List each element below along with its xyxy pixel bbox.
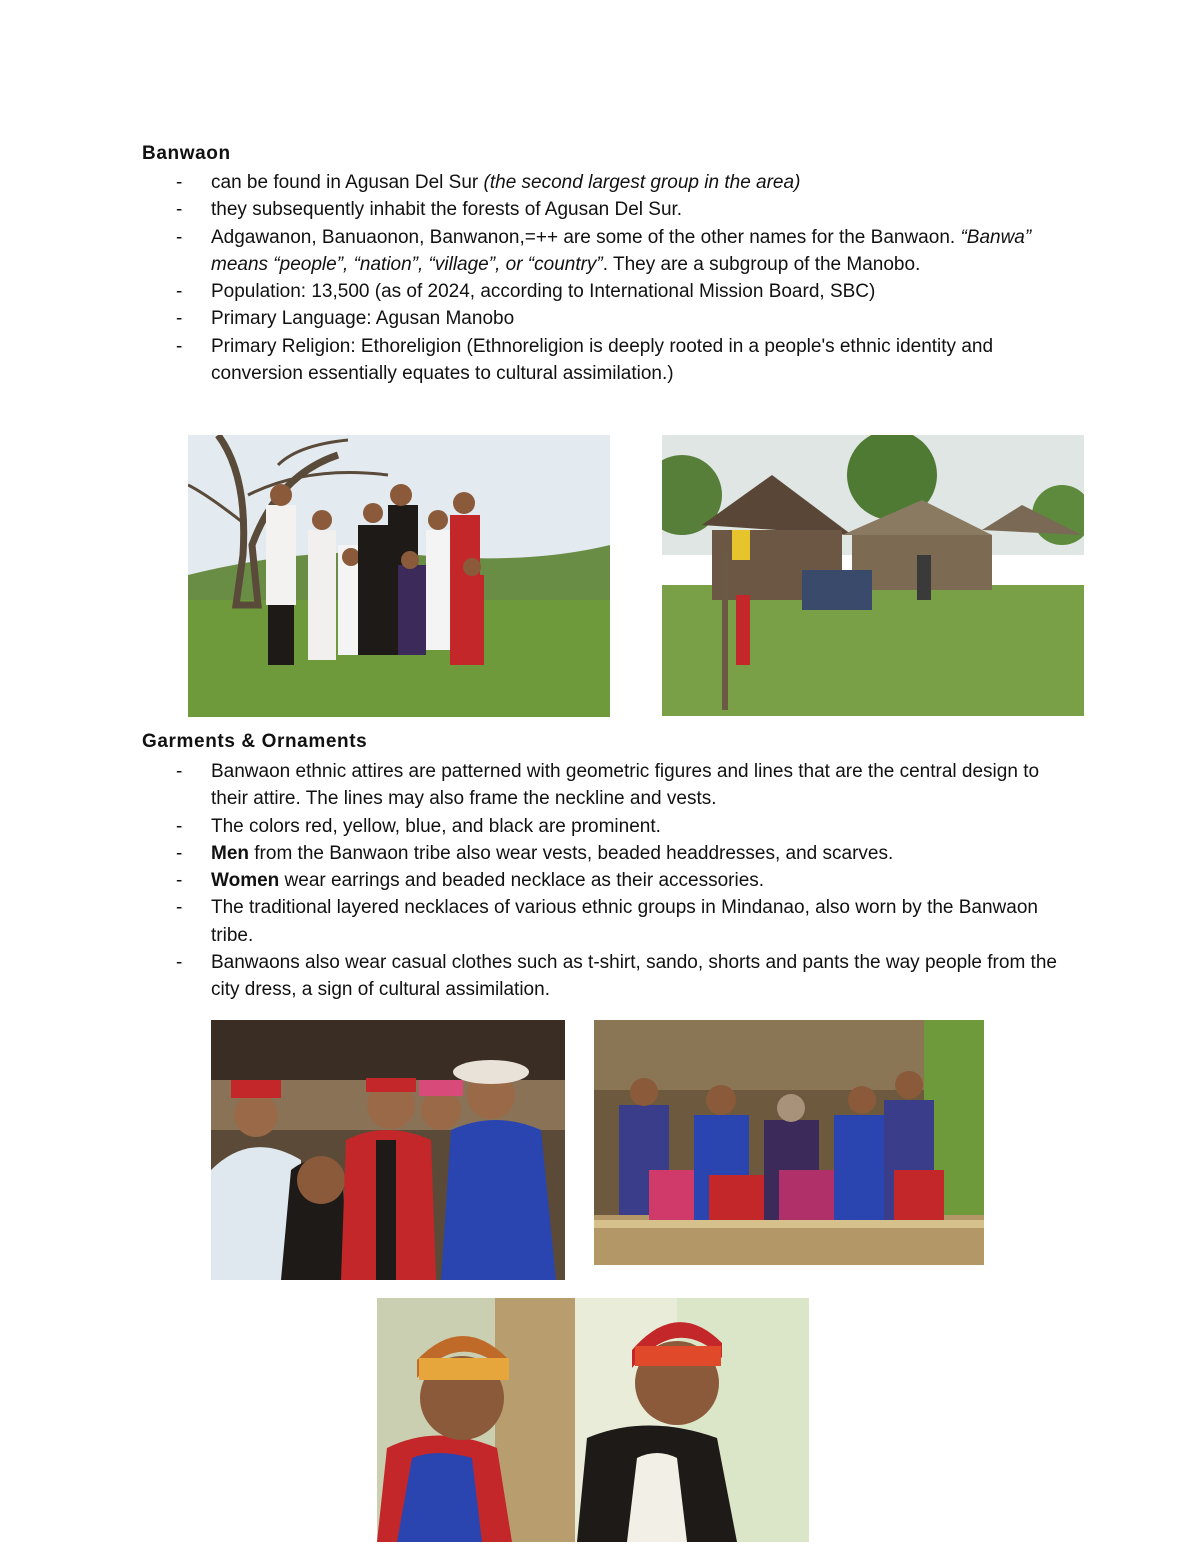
bullet-text: Adgawanon, Banuaonon, Banwanon,=++ are some of the other names for the Banwaon. <box>211 226 961 248</box>
list-item <box>0 758 1200 813</box>
photo-elders-image <box>377 1298 809 1542</box>
bullet-text: . They are a subgroup of the Manobo. <box>602 253 921 275</box>
bullet-dash: - <box>176 870 183 892</box>
bullet-text: Primary Religion: Ethoreligion (Ethnoreligion is deeply rooted in a people's ethnic identity and conversion essentially equates to cultural assimilation.) <box>211 335 994 385</box>
bullet-dash: - <box>176 842 183 864</box>
section-heading-banwaon: Banwaon <box>142 143 231 164</box>
bullet-dash: - <box>176 199 183 221</box>
list-item <box>0 840 1200 867</box>
bullet-bold: Men <box>211 842 249 864</box>
list-item <box>0 305 1200 332</box>
garments-list <box>0 758 1200 1004</box>
bullet-dash: - <box>176 815 183 837</box>
bullet-bold: Women <box>211 870 280 892</box>
photo-women-image <box>594 1020 984 1265</box>
photo-banwaon-family <box>188 435 610 717</box>
section-heading-garments: Garments & Ornaments <box>142 731 368 752</box>
list-item <box>0 894 1200 949</box>
list-item <box>0 278 1200 305</box>
bullet-dash: - <box>176 172 183 193</box>
bullet-dash: - <box>176 281 183 303</box>
photo-banwaon-village <box>662 435 1084 716</box>
bullet-text: The colors red, yellow, blue, and black are prominent. <box>211 815 661 837</box>
banwaon-facts-list <box>0 169 1200 387</box>
photo-banwaon-men <box>211 1020 565 1280</box>
list-item <box>0 949 1200 1004</box>
bullet-dash: - <box>176 226 183 248</box>
list-item <box>0 867 1200 894</box>
photo-family-image <box>188 435 610 717</box>
bullet-text: Banwaon ethnic attires are patterned with geometric figures and lines that are the central design to their attire. The lines may also frame the neckline and vests. <box>211 761 1040 810</box>
bullet-text: Population: 13,500 (as of 2024, according to International Mission Board, SBC) <box>211 281 876 303</box>
bullet-dash: - <box>176 897 183 919</box>
bullet-italic: “Banwa” means “people”, “nation”, “village”, or “country” <box>211 226 1032 275</box>
bullet-text: wear earrings and beaded necklace as their accessories. <box>279 870 765 892</box>
photo-men-image <box>211 1020 565 1280</box>
bullet-dash: - <box>176 308 183 330</box>
bullet-text: Banwaons also wear casual clothes such as t-shirt, sando, shorts and pants the way people from the city dress, a sign of cultural assimilation. <box>211 952 1057 1001</box>
bullet-italic: (the second largest group in the area) <box>483 172 801 193</box>
bullet-dash: - <box>176 335 183 357</box>
list-item <box>0 813 1200 840</box>
photo-banwaon-women <box>594 1020 984 1265</box>
bullet-text: can be found in Agusan Del Sur <box>211 172 484 193</box>
photo-village-image <box>662 435 1084 716</box>
bullet-text: Primary Language: Agusan Manobo <box>211 308 515 330</box>
bullet-dash: - <box>176 761 183 782</box>
list-item <box>0 224 1200 279</box>
bullet-text: The traditional layered necklaces of various ethnic groups in Mindanao, also worn by the Banwaon tribe. <box>211 897 1038 946</box>
photo-banwaon-elders <box>377 1298 809 1542</box>
list-item <box>0 333 1200 388</box>
bullet-dash: - <box>176 952 183 974</box>
bullet-text: they subsequently inhabit the forests of Agusan Del Sur. <box>211 199 683 221</box>
list-item <box>0 169 1200 196</box>
bullet-text: from the Banwaon tribe also wear vests, beaded headdresses, and scarves. <box>249 842 894 864</box>
list-item <box>0 196 1200 223</box>
